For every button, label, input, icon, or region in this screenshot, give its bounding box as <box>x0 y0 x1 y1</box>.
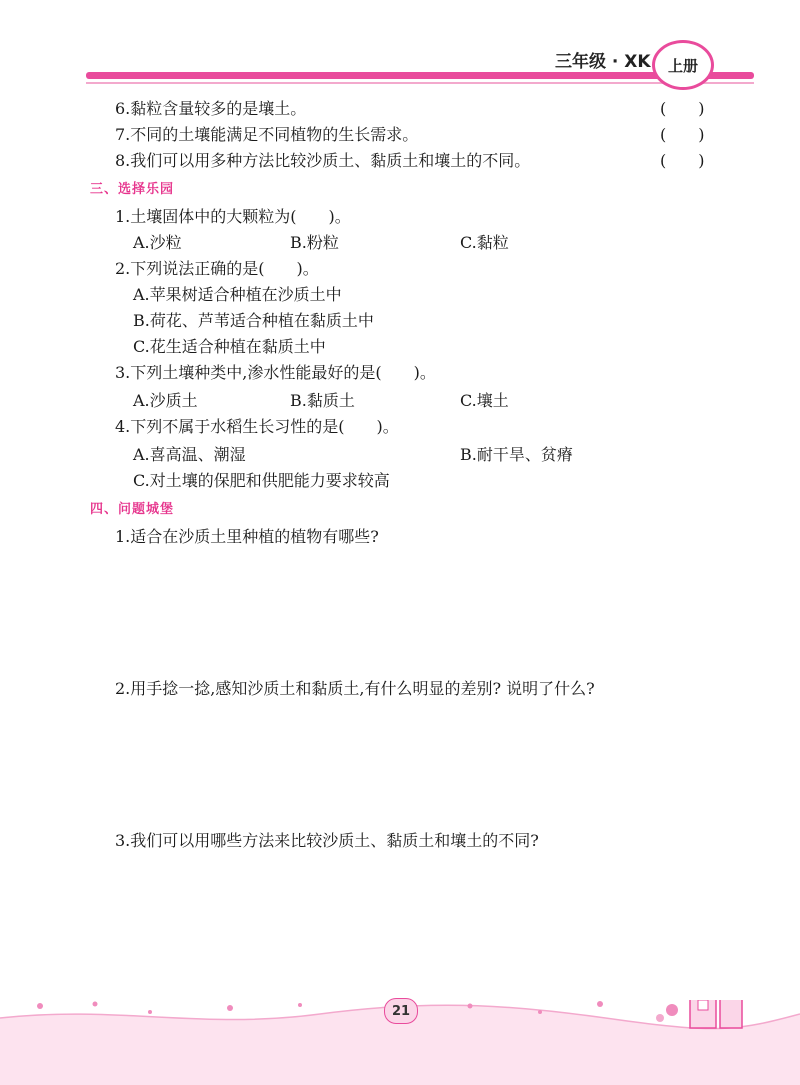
answer-paren-6[interactable]: ( ) <box>660 99 705 118</box>
choice-q4-option-a[interactable]: A.喜高温、潮湿 <box>133 445 246 464</box>
page-number: 21 <box>384 998 418 1024</box>
choice-q2-option-a[interactable]: A.苹果树适合种植在沙质土中 <box>133 285 342 304</box>
section-title-choice: 三、选择乐园 <box>90 182 175 197</box>
problem-q3: 3.我们可以用哪些方法来比较沙质土、黏质土和壤土的不同? <box>115 831 539 850</box>
choice-q3-option-c[interactable]: C.壤土 <box>460 391 509 410</box>
judge-item-6: 6.黏粒含量较多的是壤土。 <box>115 99 307 118</box>
volume-badge: 上册 <box>652 40 714 90</box>
problem-q1: 1.适合在沙质土里种植的植物有哪些? <box>115 527 379 546</box>
choice-q2-option-c[interactable]: C.花生适合种植在黏质土中 <box>133 337 326 356</box>
section-title-problems: 四、问题城堡 <box>90 502 175 517</box>
grade-label: 三年级 · XK <box>555 52 651 72</box>
choice-q3: 3.下列土壤种类中,渗水性能最好的是( )。 <box>115 363 436 382</box>
choice-q4-option-c[interactable]: C.对土壤的保肥和供肥能力要求较高 <box>133 471 390 490</box>
choice-q2: 2.下列说法正确的是( )。 <box>115 259 319 278</box>
choice-q2-option-b[interactable]: B.荷花、芦苇适合种植在黏质土中 <box>133 311 374 330</box>
choice-q3-option-b[interactable]: B.黏质土 <box>290 391 355 410</box>
choice-q4-option-b[interactable]: B.耐干旱、贫瘠 <box>460 445 573 464</box>
choice-q1-option-a[interactable]: A.沙粒 <box>133 233 182 252</box>
choice-q1-option-c[interactable]: C.黏粒 <box>460 233 509 252</box>
problem-q2: 2.用手捻一捻,感知沙质土和黏质土,有什么明显的差别? 说明了什么? <box>115 679 595 698</box>
judge-item-7: 7.不同的土壤能满足不同植物的生长需求。 <box>115 125 419 144</box>
judge-item-8: 8.我们可以用多种方法比较沙质土、黏质土和壤土的不同。 <box>115 151 531 170</box>
answer-paren-7[interactable]: ( ) <box>660 125 705 144</box>
choice-q3-option-a[interactable]: A.沙质土 <box>133 391 198 410</box>
choice-q1-option-b[interactable]: B.粉粒 <box>290 233 339 252</box>
choice-q4: 4.下列不属于水稻生长习性的是( )。 <box>115 417 399 436</box>
choice-q1: 1.土壤固体中的大颗粒为( )。 <box>115 207 351 226</box>
header-underline <box>86 82 754 84</box>
answer-paren-8[interactable]: ( ) <box>660 151 705 170</box>
